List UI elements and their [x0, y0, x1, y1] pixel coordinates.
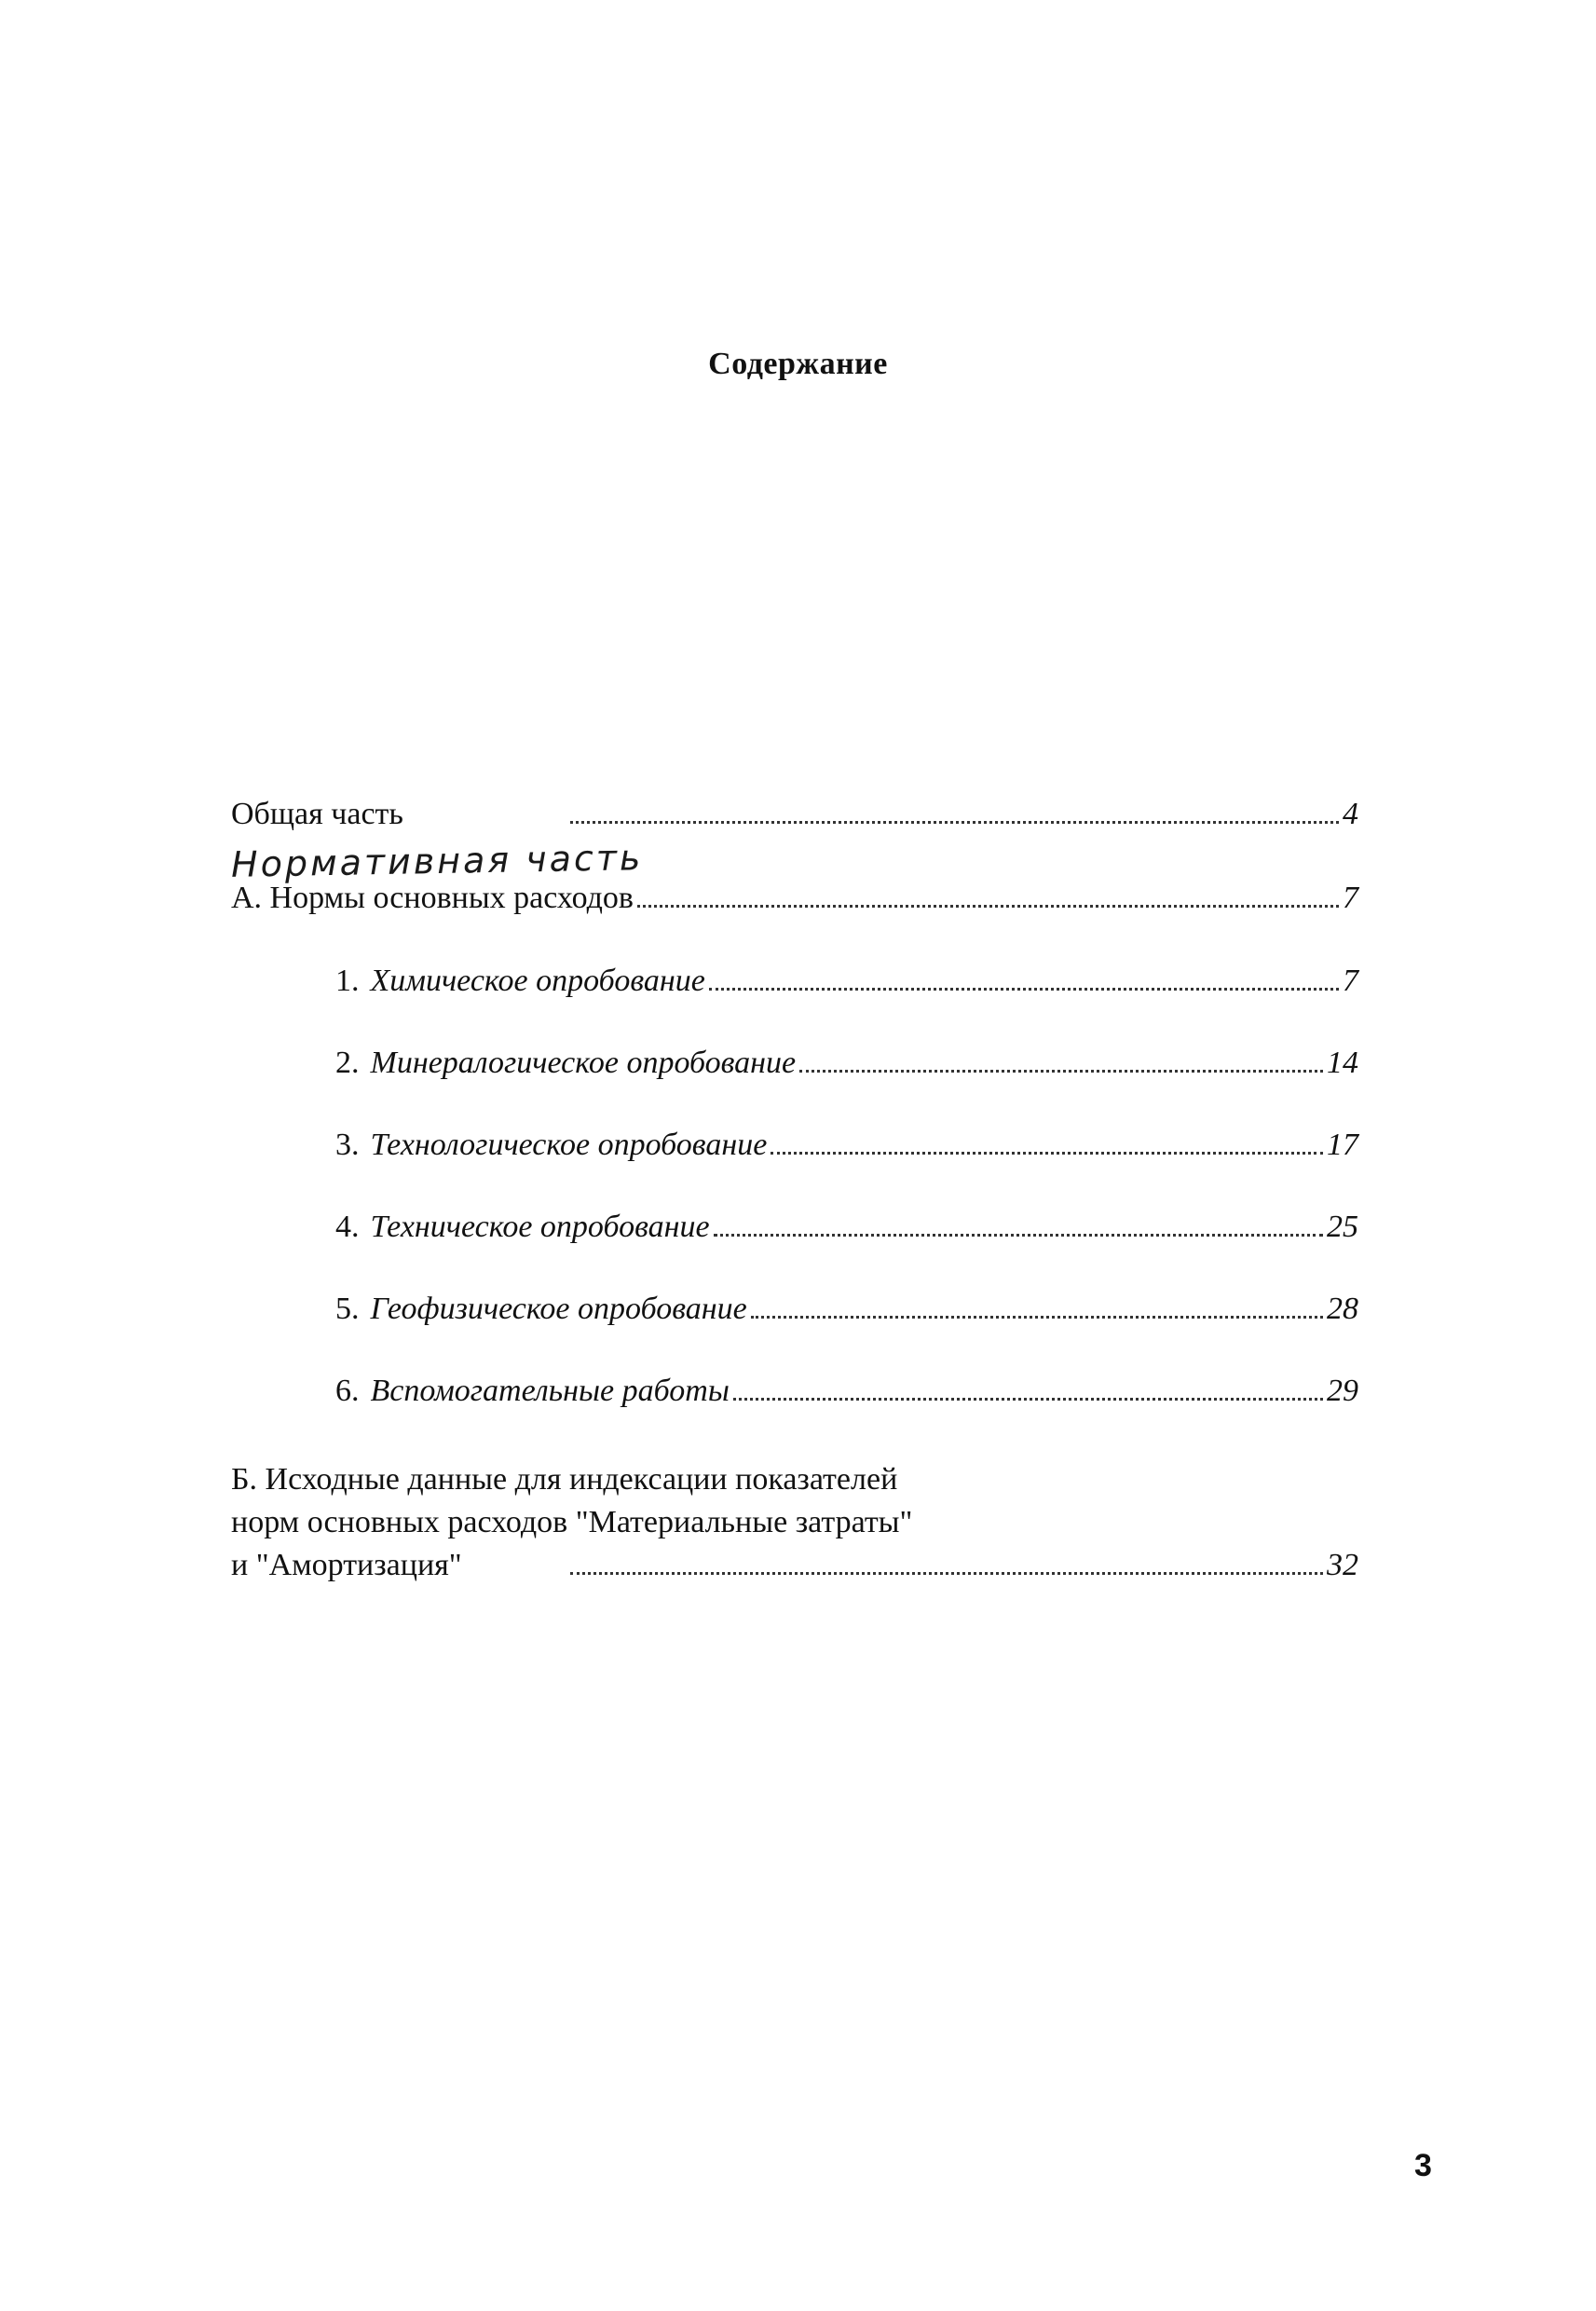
toc-item-number: 2. — [335, 1046, 360, 1080]
toc-item-title: Геофизическое опробование — [370, 1292, 747, 1326]
toc-entry-section-a — [231, 881, 1358, 916]
toc-leader — [733, 1398, 1323, 1401]
toc-label: Общая часть — [231, 797, 403, 831]
toc-entry-general — [231, 797, 1358, 832]
toc-entry-item — [335, 964, 1358, 999]
toc-item-number: 3. — [335, 1128, 360, 1162]
toc-item-number: 1. — [335, 964, 360, 998]
toc-page-number: 7 — [1343, 881, 1358, 915]
toc-label: и "Амортизация" — [231, 1548, 462, 1582]
toc-item-title: Вспомогательные работы — [370, 1374, 730, 1408]
toc-section-b-line-3 — [231, 1544, 1358, 1587]
toc-label — [335, 1046, 796, 1081]
toc-page-number: 17 — [1327, 1128, 1358, 1162]
toc-entry-section-b — [231, 1458, 1358, 1587]
handwritten-note: Нормативная часть — [230, 837, 644, 885]
toc-item-title: Технологическое опробование — [370, 1128, 768, 1162]
toc-page-number: 4 — [1343, 797, 1358, 831]
toc-item-number: 6. — [335, 1374, 360, 1408]
toc-entry-item — [335, 1046, 1358, 1081]
toc-leader — [570, 821, 1339, 824]
toc-leader — [714, 1234, 1323, 1237]
toc-entry-item — [335, 1292, 1358, 1327]
toc-entry-item — [335, 1128, 1358, 1163]
toc-item-title: Минералогическое опробование — [370, 1046, 797, 1080]
toc-item-number: 4. — [335, 1210, 360, 1244]
toc-leader — [751, 1316, 1323, 1319]
toc-section-b-line-2: норм основных расходов "Материальные затраты" — [231, 1505, 913, 1539]
toc-item-title: Химическое опробование — [370, 964, 705, 998]
toc-label — [335, 1210, 710, 1245]
toc-label — [335, 1292, 747, 1327]
page-title: Содержание — [708, 347, 888, 381]
toc-leader — [799, 1070, 1323, 1073]
toc-page-number: 14 — [1327, 1046, 1358, 1080]
toc-label — [335, 1128, 767, 1163]
toc-leader — [771, 1152, 1323, 1155]
toc-page-number: 28 — [1327, 1292, 1358, 1326]
toc-leader — [570, 1572, 1323, 1575]
toc-label — [335, 1374, 730, 1409]
toc-section-b-line-1: Б. Исходные данные для индексации показателей — [231, 1462, 898, 1497]
toc-entry-item — [335, 1374, 1358, 1409]
toc-leader — [709, 988, 1339, 991]
toc-page-number: 32 — [1327, 1548, 1358, 1582]
toc-label: А. Нормы основных расходов — [231, 881, 634, 915]
toc-page-number: 29 — [1327, 1374, 1358, 1408]
toc-label — [335, 964, 705, 999]
toc-entry-item — [335, 1210, 1358, 1245]
toc-page-number: 7 — [1343, 964, 1358, 998]
toc-item-number: 5. — [335, 1292, 360, 1326]
toc-item-title: Техническое опробование — [370, 1210, 710, 1244]
toc-page-number: 25 — [1327, 1210, 1358, 1244]
toc-leader — [637, 905, 1339, 908]
page-number: 3 — [1414, 2148, 1432, 2183]
